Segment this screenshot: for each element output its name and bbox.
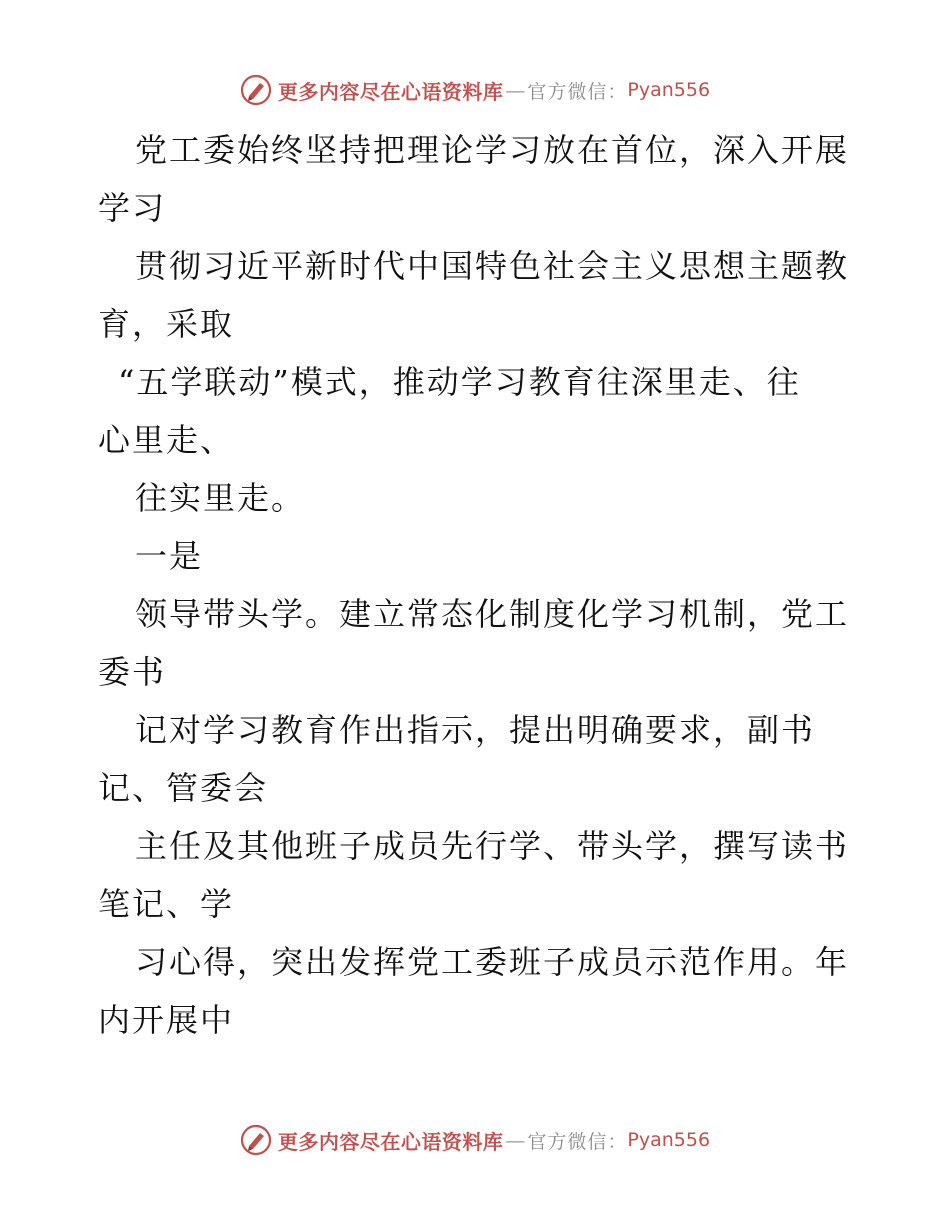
body-line: 内开展中	[98, 1001, 235, 1039]
body-line: 记对学习教育作出指示，提出明确要求，副书	[135, 711, 816, 749]
body-line: 党工委始终坚持把理论学习放在首位，深入开展	[135, 131, 850, 169]
body-line: 学习	[98, 189, 167, 227]
footer-banner	[0, 1120, 950, 1160]
pen-logo-icon	[240, 74, 272, 106]
body-line: 笔记、学	[98, 885, 235, 923]
body-line: 习心得，突出发挥党工委班子成员示范作用。年	[135, 943, 850, 981]
body-line: 一是	[135, 537, 204, 575]
body-line: “五学联动”模式，推动学习教育往深里走、往	[118, 363, 801, 401]
header-banner	[0, 70, 950, 110]
banner-dash: —	[505, 78, 526, 102]
banner-text: 更多内容尽在心语资料库	[277, 1129, 504, 1154]
body-line: 往实里走。	[135, 479, 306, 517]
body-line: 领导带头学。建立常态化制度化学习机制，党工	[135, 595, 850, 633]
body-line: 主任及其他班子成员先行学、带头学，撰写读书	[135, 827, 850, 865]
document-body	[98, 121, 868, 1049]
banner-text: 更多内容尽在心语资料库	[277, 79, 504, 104]
banner-wechat-id: Pyan556	[627, 1129, 711, 1151]
banner-wechat-id: Pyan556	[627, 79, 711, 101]
body-line: 记、管委会	[98, 769, 269, 807]
pen-logo-icon	[240, 1124, 272, 1156]
body-line: 贯彻习近平新时代中国特色社会主义思想主题教	[135, 247, 850, 285]
banner-dash: —	[505, 1128, 526, 1152]
body-line: 育，采取	[98, 305, 235, 343]
body-line: 委书	[98, 653, 167, 691]
banner-label: 官方微信：	[527, 1130, 628, 1153]
banner-label: 官方微信：	[527, 80, 628, 103]
body-line: 心里走、	[98, 421, 235, 459]
